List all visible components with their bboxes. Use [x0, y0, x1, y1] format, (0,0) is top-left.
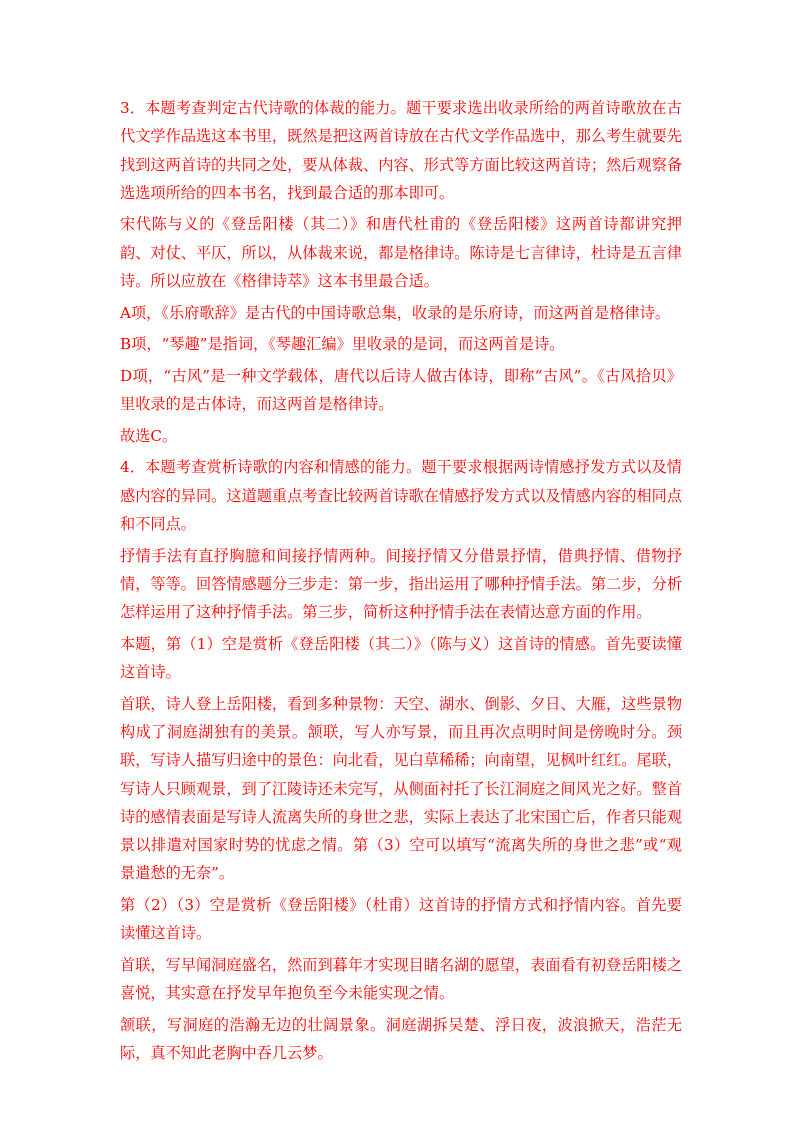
paragraph-du-second-couplet: 颔联，写洞庭的浩瀚无边的壮阔景象。洞庭湖拆吴楚、浮日夜，波浪掀天，浩茫无际，真不知此老胸中吞几云梦。 — [120, 1015, 682, 1063]
paragraph-option-a: A项，《乐府歌辞》是古代的中国诗歌总集，收录的是乐府诗，而这两首是格律诗。 — [120, 303, 671, 322]
paragraph-du-first-couplet: 首联，写早闻洞庭盛名，然而到暮年才实现目睹名湖的愿望，表面看有初登岳阳楼之喜悦，其实意在抒发早年抱负至今未能实现之情。 — [120, 955, 682, 1003]
paragraph-chen-poem-analysis: 首联，诗人登上岳阳楼，看到多种景物：天空、湖水、倒影、夕日、大雁，这些景物构成了洞庭湖独有的美景。颔联，写人亦写景，而且再次点明时间是傍晚时分。颈联，写诗人描写归途中的景色：向北看，见白草稀稀；向南望，见枫叶红红。尾联，写诗人只顾观景，到了江陵诗还未完写，从侧面衬托了长江洞庭之间风光之好。整首诗的感情表面是写诗人流离失所的身世之悲，实际上表达了北宋国亡后，作者只能观景以排遣对国家时势的忧虑之情。第（3）空可以填写“流离失所的身世之悲”或“观景遣愁的无奈”。 — [120, 694, 682, 883]
paragraph-blank-2-3: 第（2）（3）空是赏析《登岳阳楼》（杜甫）这首诗的抒情方式和抒情内容。首先要读懂这首诗。 — [120, 895, 682, 943]
paragraph-lyric-methods: 抒情手法有直抒胸臆和间接抒情两种。间接抒情又分借景抒情，借典抒情、借物抒情，等等。回答情感题分三步走：第一步，指出运用了哪种抒情手法。第二步，分析怎样运用了这种抒情手法。第三步，简析这种抒情手法在表情达意方面的作用。 — [120, 546, 682, 622]
paragraph-q3-answer: 故选C。 — [120, 426, 178, 445]
paragraph-q3-analysis: 宋代陈与义的《登岳阳楼（其二）》和唐代杜甫的《登岳阳楼》这两首诗都讲究押韵、对仗、平仄，所以，从体裁来说，都是格律诗。陈诗是七言律诗，杜诗是五言律诗。所以应放在《格律诗萃》这本书里最合适。 — [120, 215, 682, 291]
answer-explanation — [120, 94, 682, 1071]
paragraph-option-d: D项，“古风”是一种文学载体，唐代以后诗人做古体诗，即称“古风”。《古风拾贝》里收录的是古体诗，而这两首是格律诗。 — [120, 366, 682, 414]
paragraph-q4-intro: 4．本题考查赏析诗歌的内容和情感的能力。题干要求根据两诗情感抒发方式以及情感内容的异同。这道题重点考查比较两首诗歌在情感抒发方式以及情感内容的相同点和不同点。 — [120, 458, 682, 533]
paragraph-option-b: B项，“琴趣”是指词，《琴趣汇编》里收录的是词，而这两首是诗。 — [120, 335, 565, 354]
paragraph-q3-intro: 3．本题考查判定古代诗歌的体裁的能力。题干要求选出收录所给的两首诗歌放在古代文学作品选这本书里，既然是把这两首诗放在古代文学作品选中，那么考生就要先找到这两首诗的共同之处，要从体裁、内容、形式等方面比较这两首诗；然后观察备选选项所给的四本书名，找到最合适的那本即可。 — [120, 99, 682, 202]
paragraph-blank-1: 本题，第（1）空是赏析《登岳阳楼（其二）》（陈与义）这首诗的情感。首先要读懂这首诗。 — [120, 634, 682, 682]
